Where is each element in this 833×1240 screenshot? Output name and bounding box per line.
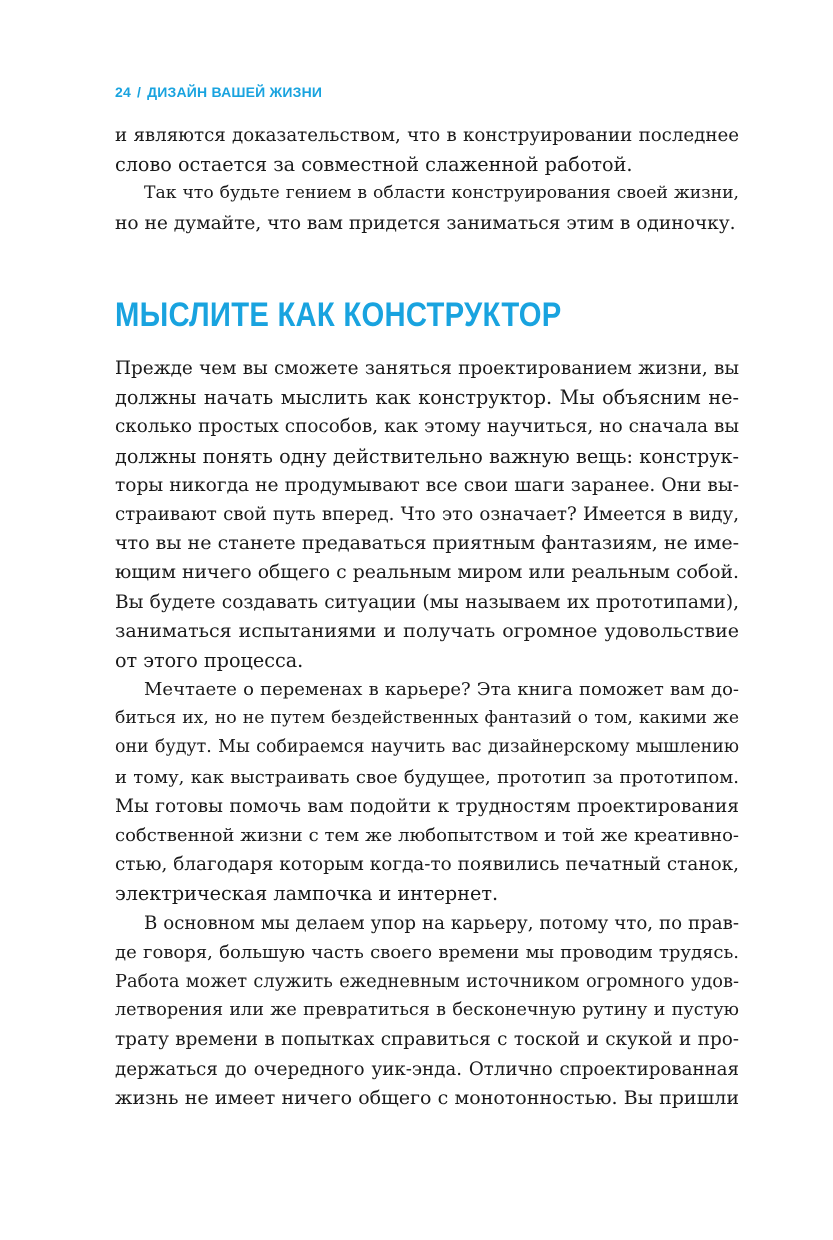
text-line: торы никогда не продумывают все свои шаги заранее. Они вы- <box>115 474 739 496</box>
text-line: собственной жизни с тем же любопытством и той же креативно- <box>115 825 739 846</box>
text-line: Прежде чем вы сможете заняться проектированием жизни, вы <box>115 358 739 379</box>
text-line: биться их, но не путем бездейственных фантазий о том, какими же <box>115 708 739 729</box>
intro-paragraphs <box>115 121 739 238</box>
text-line: они будут. Мы собираемся научить вас дизайнерскому мышлению <box>115 737 739 758</box>
header-separator: / <box>136 84 142 100</box>
text-line: де говоря, большую часть своего времени мы проводим трудясь. <box>115 941 739 963</box>
text-line: летворения или же превратиться в бесконечную рутину и пустую <box>115 1000 739 1021</box>
text-line: Работа может служить ежедневным источником огромного удов- <box>115 970 739 992</box>
text-line: но не думайте, что вам придется заниматься этим в одиночку. <box>115 212 736 234</box>
text-line: слово остается за совместной слаженной работой. <box>115 153 633 177</box>
text-line: должны понять одну действительно важную вещь: конструк- <box>115 444 739 468</box>
text-line: что вы не станете предаваться приятным фантазиям, не име- <box>115 532 739 555</box>
text-line: трату времени в попытках справиться с тоской и скукой и про- <box>115 1029 739 1051</box>
text-line: жизнь не имеет ничего общего с монотонностью. Вы пришли <box>115 1086 739 1109</box>
book-title: ДИЗАЙН ВАШЕЙ ЖИЗНИ <box>147 84 323 100</box>
text-line: держаться до очередного уик-энда. Отлично спроектированная <box>115 1058 739 1080</box>
text-line: и являются доказательством, что в конструировании последнее <box>115 125 739 146</box>
text-line: стью, благодаря которым когда-то появились печатный станок, <box>115 854 739 876</box>
text-line: Мы готовы помочь вам подойти к трудностям проектирования <box>115 795 739 817</box>
text-line: сколько простых способов, как этому научиться, но сначала вы <box>115 416 739 438</box>
text-line: Так что будьте гением в области конструирования своей жизни, <box>144 183 739 204</box>
section-heading: МЫСЛИТЕ КАК КОНСТРУКТОР <box>115 296 562 334</box>
text-line: и тому, как выстраивать свое будущее, прототип за прототипом. <box>115 766 739 788</box>
running-head <box>115 84 322 100</box>
text-line: Мечтаете о переменах в карьере? Эта книга поможет вам до- <box>144 679 739 701</box>
text-line: страивают свой путь вперед. Что это означает? Имеется в виду, <box>115 503 739 525</box>
text-line: от этого процесса. <box>115 648 304 672</box>
text-line: ющим ничего общего с реальным миром или реальным собой. <box>115 562 739 584</box>
text-line: электрическая лампочка и интернет. <box>115 882 499 906</box>
page-number: 24 <box>115 84 131 100</box>
text-line: должны начать мыслить как конструктор. Мы объясним не- <box>115 386 739 410</box>
main-paragraphs <box>115 354 739 1113</box>
text-line: В основном мы делаем упор на карьеру, потому что, по прав- <box>144 912 739 934</box>
text-line: заниматься испытаниями и получать огромное удовольствие <box>115 619 739 642</box>
text-line: Вы будете создавать ситуации (мы называем их прототипами), <box>115 591 739 613</box>
